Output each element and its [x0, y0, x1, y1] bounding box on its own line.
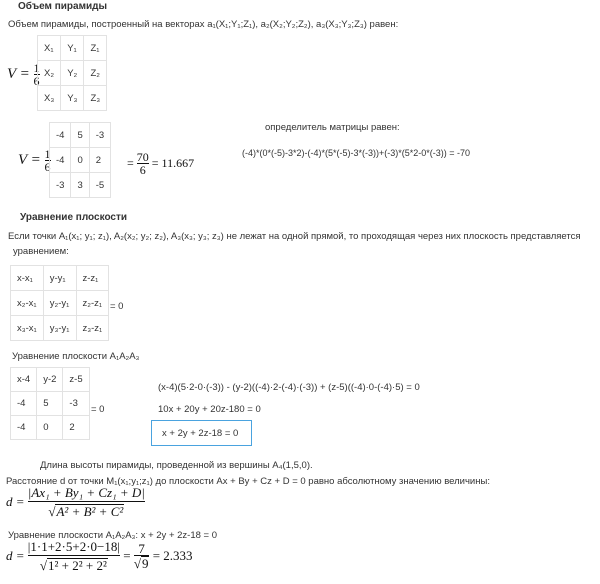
- cell: Z₂: [84, 61, 107, 86]
- plane-heading: Уравнение плоскости: [20, 212, 128, 223]
- cell: X₃: [38, 86, 61, 111]
- cell: Y₁: [61, 36, 84, 61]
- height-plane-label: Уравнение плоскости A₁A₂A₃: x + 2y + 2z-18 = 0: [8, 530, 218, 541]
- cell: y-2: [37, 368, 63, 392]
- volume-value: = 11.667: [151, 156, 195, 170]
- cell: y-y₁: [43, 266, 76, 291]
- cell: 2: [63, 416, 89, 440]
- frac-den: √1² + 2² + 2²: [39, 558, 107, 573]
- cell: z₂-z₁: [76, 291, 109, 316]
- plane-intro-line2: уравнением:: [13, 246, 69, 257]
- cell: 3: [71, 173, 89, 198]
- cell: x₃-x₁: [11, 316, 44, 341]
- determinant-label: определитель матрицы равен:: [265, 122, 400, 133]
- frac-den: √A² + B² + C²: [48, 504, 124, 519]
- height-intro: Расстояние d от точки M₁(x₁;y₁;z₁) до плоскости Ax + By + Cz + D = 0 равно абсолютному значению величины:: [6, 476, 490, 487]
- cell: z-z₁: [76, 266, 109, 291]
- frac-num: |1·1+2·5+2·0−18|: [27, 539, 120, 554]
- cell: 0: [37, 416, 63, 440]
- frac-num: 1: [44, 147, 51, 161]
- cell: Z₃: [84, 86, 107, 111]
- cell: 5: [37, 392, 63, 416]
- volume-intro: Объем пирамиды, построенный на векторах a₁(X₁;Y₁;Z₁), a₂(X₂;Y₂;Z₂), a₃(X₃;Y₃;Z₃) равен:: [8, 19, 399, 30]
- plane-expansion: (x-4)(5·2-0·(-3)) - (y-2)((-4)·2-(-4)·(-3)) + (z-5)((-4)·0-(-4)·5) = 0: [158, 382, 420, 393]
- d-symbol: d =: [6, 548, 25, 563]
- determinant-expression: (-4)*(0*(-5)-3*2)-(-4)*(5*(-5)-3*(-3))+(-3)*(5*2-0*(-3)) = -70: [242, 148, 471, 158]
- cell: 2: [89, 148, 110, 173]
- radicand: 1² + 2² + 2²: [48, 558, 107, 573]
- equals-sign: =: [123, 548, 131, 563]
- cell: y₂-y₁: [43, 291, 76, 316]
- volume-formula-lhs: [7, 62, 40, 87]
- volume-heading: Объем пирамиды: [18, 1, 108, 12]
- cell: -4: [50, 148, 71, 173]
- cell: -3: [63, 392, 89, 416]
- seven-over-root-nine: [134, 542, 150, 570]
- cell: X₂: [38, 61, 61, 86]
- cell: -4: [11, 392, 37, 416]
- cell: -3: [50, 173, 71, 198]
- cell: z-5: [63, 368, 89, 392]
- v-symbol: V =: [18, 152, 41, 168]
- height-heading: Длина высоты пирамиды, проведенной из вершины A₄(1,5,0).: [40, 460, 313, 471]
- frac-den: √9: [133, 556, 149, 571]
- cell: Y₂: [61, 61, 84, 86]
- frac-num: 7: [138, 541, 145, 556]
- numeric-volume-matrix: [49, 122, 111, 198]
- cell: 5: [71, 123, 89, 148]
- cell: y₃-y₁: [43, 316, 76, 341]
- volume-result: = $\frac{70}{6}$ = 11.667: [127, 150, 195, 177]
- radicand: A² + B² + C²: [56, 504, 124, 519]
- cell: x-x₁: [11, 266, 44, 291]
- generic-eq-zero: = 0: [110, 301, 124, 312]
- distance-fraction: [28, 486, 145, 518]
- plane-intro-line1: Если точки A₁(x₁; y₁; z₁), A₂(x₂; y₂; z₂), A₃(x₃; y₃; z₃) не лежат на одной прямой, то проходящая через них плоскость представляется: [8, 231, 581, 242]
- plane-label: Уравнение плоскости A₁A₂A₃: [12, 351, 140, 362]
- distance-value: = 2.333: [152, 548, 193, 563]
- cell: -4: [50, 123, 71, 148]
- numeric-eq-zero: = 0: [91, 404, 105, 415]
- cell: -3: [89, 123, 110, 148]
- v-symbol: V =: [7, 66, 30, 82]
- numeric-plane-matrix: [10, 367, 90, 440]
- cell: Y₃: [61, 86, 84, 111]
- cell: x-4: [11, 368, 37, 392]
- generic-plane-matrix: [10, 265, 109, 341]
- seventy-sixths: [137, 151, 149, 176]
- cell: Z₁: [84, 36, 107, 61]
- frac-den: 6: [139, 163, 146, 177]
- cell: -5: [89, 173, 110, 198]
- final-plane-equation: x + 2y + 2z-18 = 0: [151, 420, 252, 446]
- frac-num: 70: [136, 150, 149, 164]
- cell: z₃-z₁: [76, 316, 109, 341]
- cell: -4: [11, 416, 37, 440]
- frac-den: 6: [44, 160, 51, 174]
- volume-numeric-lhs: [18, 148, 51, 173]
- cell: 0: [71, 148, 89, 173]
- cell: X₁: [38, 36, 61, 61]
- distance-formula: [6, 486, 145, 518]
- plane-simplified: 10x + 20y + 20z-180 = 0: [158, 404, 261, 415]
- generic-volume-matrix: [37, 35, 107, 111]
- frac-num: |Ax₁ + By₁ + Cz₁ + D|: [27, 485, 145, 500]
- radicand: 9: [141, 556, 149, 571]
- frac-den: 6: [33, 74, 40, 88]
- frac-num: 1: [33, 61, 40, 75]
- numeric-distance-fraction: [28, 540, 120, 572]
- cell: x₂-x₁: [11, 291, 44, 316]
- distance-result: [6, 540, 193, 572]
- d-symbol: d =: [6, 494, 25, 509]
